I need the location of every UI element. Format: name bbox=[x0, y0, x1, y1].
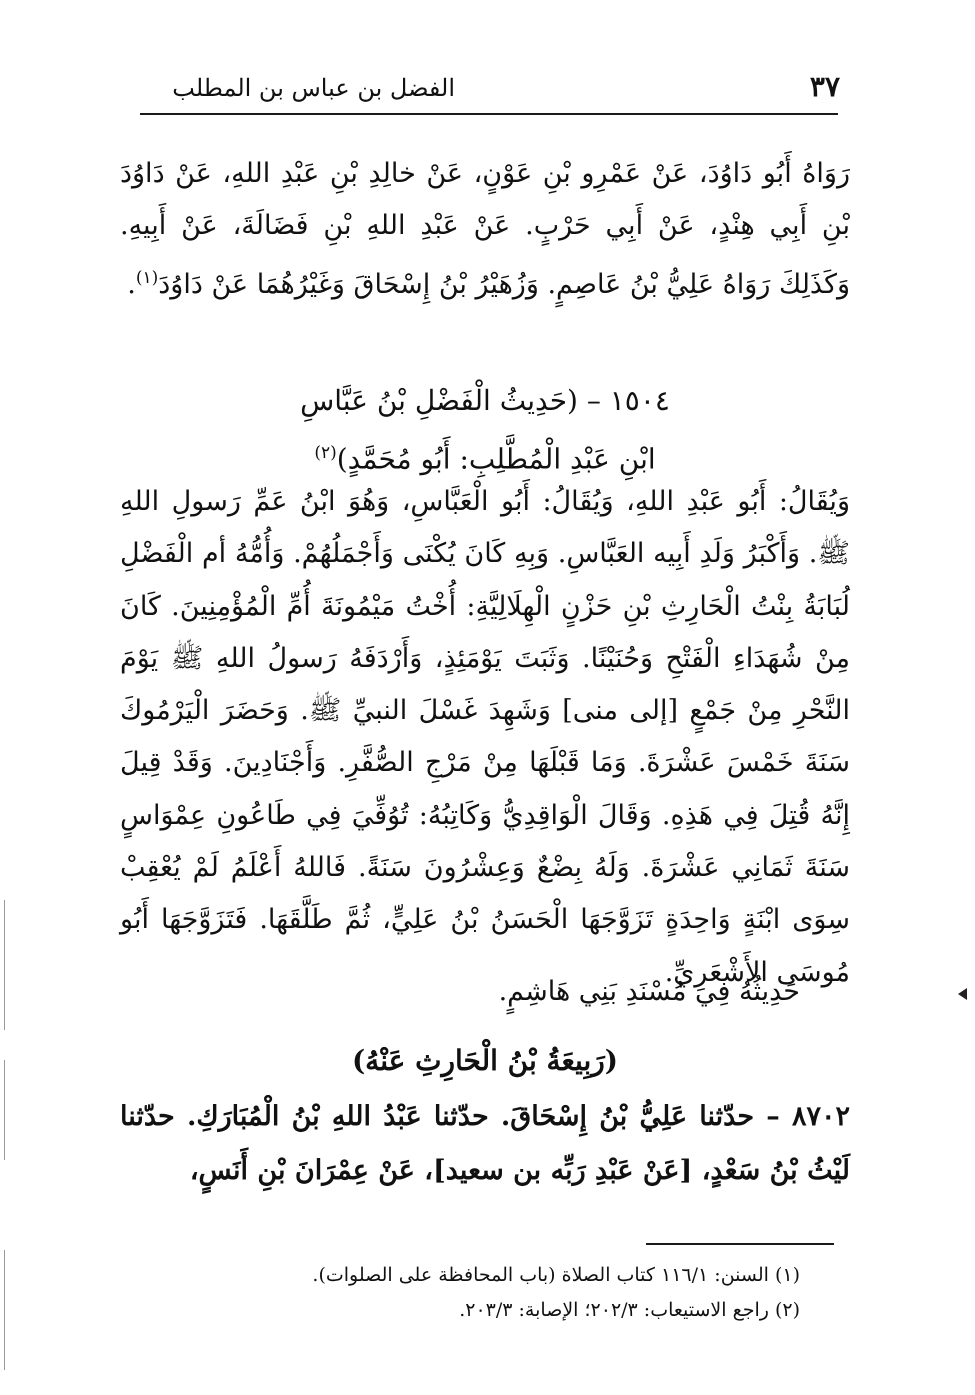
entry-heading-number: ١٥٠٤ – (حَدِيثُ الْفَضْلِ بْنُ عَبَّاسِ bbox=[300, 384, 670, 417]
paragraph-narration: رَوَاهُ أَبُو دَاوُدَ، عَنْ عَمْرِو بْنِ عَوْنٍ، عَنْ خالِدِ بْنِ عَبْدِ اللهِ، عَنْ دَاوُدَ بْنِ أَبِي هِنْدٍ، عَنْ أَبِي حَرْبٍ. عَنْ عَبْدِ اللهِ بْنِ فَضَالَةَ، عَنْ أَبِيهِ. وَكَذَلِكَ رَوَاهُ عَلِيُّ بْنُ عَاصِمٍ. وَزُهَيْرُ بْنُ إِسْحَاقَ وَغَيْرُهُمَا عَنْ دَاوُدَ$^{(١)}$. bbox=[120, 158, 850, 300]
scan-edge-line bbox=[4, 1060, 5, 1160]
footnote-rule bbox=[646, 1243, 834, 1245]
scan-edge-line bbox=[4, 900, 5, 1030]
footnote-1: (١) السنن: ١١٦/١ كتاب الصلاة (باب المحافظة على الصلوات). bbox=[312, 1264, 800, 1286]
footnote-ref-1: (١) bbox=[135, 268, 159, 288]
scan-edge-line bbox=[4, 1250, 5, 1370]
running-title: الفضل بن عباس بن المطلب bbox=[172, 74, 455, 102]
paragraph-musnad-note: حَدِيثُهُ فِي مُسْنَدِ بَنِي هَاشِمٍ. bbox=[498, 976, 800, 1007]
page-number: ٣٧ bbox=[809, 70, 840, 103]
paragraph-narration-text: رَوَاهُ أَبُو دَاوُدَ، عَنْ عَمْرِو بْنِ عَوْنٍ، عَنْ خالِدِ بْنِ عَبْدِ اللهِ، عَنْ دَاوُدَ بْنِ أَبِي هِنْدٍ، عَنْ أَبِي حَرْبٍ. عَنْ عَبْدِ اللهِ بْنِ فَضَالَةَ، عَنْ أَبِيهِ. وَكَذَلِكَ رَوَاهُ عَلِيُّ بْنُ عَاصِمٍ. وَزُهَيْرُ بْنُ إِسْحَاقَ وَغَيْرُهُمَا عَنْ دَاوُدَ bbox=[120, 158, 850, 300]
footnote-ref-2: (٢) bbox=[314, 443, 337, 463]
footnote-2: (٢) راجع الاستيعاب: ٢٠٢/٣؛ الإصابة: ٢٠٣/٣. bbox=[459, 1299, 800, 1321]
page-header bbox=[140, 64, 840, 104]
paragraph-biography: وَيُقَالُ: أَبُو عَبْدِ اللهِ، وَيُقَالُ: أَبُو الْعَبَّاسِ، وَهُوَ ابْنُ عَمِّ رَسولِ اللهِ ﷺ. وَأَكْبَرُ وَلَدِ أَبِيه العَبَّاسِ. وَبِهِ كَانَ يُكْنَى وَأَجْمَلُهُمْ. وَأُمُّهُ أم الْفَضْلِ لُبَابَةُ بِنْتُ الْحَارِثِ بْنِ حَزْنٍ الْهِلَالِيَّةِ: أُخْتُ مَيْمُونَةَ أُمِّ الْمُؤْمِنِينَ. كَانَ مِنْ شُهَدَاءِ الْفَتْحِ وَحُنَيْنًا. وَثَبَتَ يَوْمَئِذٍ، وَأَرْدَفَهُ رَسولُ اللهِ ﷺ يَوْمَ النَّحْرِ مِنْ جَمْعٍ [إلى منى] وَشَهِدَ غَسْلَ النبيِّ ﷺ. وَحَضَرَ الْيَرْمُوكَ سَنَةَ خَمْسَ عَشْرَةَ. وَمَا قَبْلَهَا مِنْ مَرْجِ الصُّفَّرِ. وَأَجْنَادِينَ. وَقَدْ قِيلَ إِنَّهُ قُتِلَ فِي هَذِهِ. وَقَالَ الْوَاقِدِيُّ وَكَاتِبُهُ: تُوُفِّيَ فِي طَاعُونِ عِمْوَاسٍ سَنَةَ ثَمَانِي عَشْرَةَ. وَلَهُ بِضْعٌ وَعِشْرُونَ سَنَةً. فَاللهُ أَعْلَمُ لَمْ يُعْقِبْ سِوَى ابْنَةٍ وَاحِدَةٍ تَزَوَّجَهَا الْحَسَنُ بْنُ عَلِيٍّ، ثُمَّ طَلَّقَهَا. فَتَزَوَّجَهَا أَبُو مُوسَى الأَشْعَرِيِّ. bbox=[120, 486, 850, 988]
paragraph-hadith-chain: ٨٧٠٢ – حدّثنا عَلِيُّ بْنُ إِسْحَاقَ. حدّثنا عَبْدُ اللهِ بْنُ الْمُبَارَكِ. حدّثنا لَيْثُ بْنُ سَعْدٍ، [عَنْ عَبْدِ رَبِّه بن سعيد]، عَنْ عِمْرَانَ بْنِ أَنَسٍ، bbox=[120, 1101, 850, 1186]
entry-heading-lineage-text: ابْنِ عَبْدِ الْمُطَّلِبِ: أَبُو مُحَمَّدٍ) bbox=[336, 442, 656, 476]
margin-arrow-mark bbox=[958, 988, 967, 1000]
header-rule bbox=[140, 113, 838, 115]
sub-heading-narrator: (رَبِيعَةُ بْنُ الْحَارِثِ عَنْهُ) bbox=[351, 1044, 619, 1077]
